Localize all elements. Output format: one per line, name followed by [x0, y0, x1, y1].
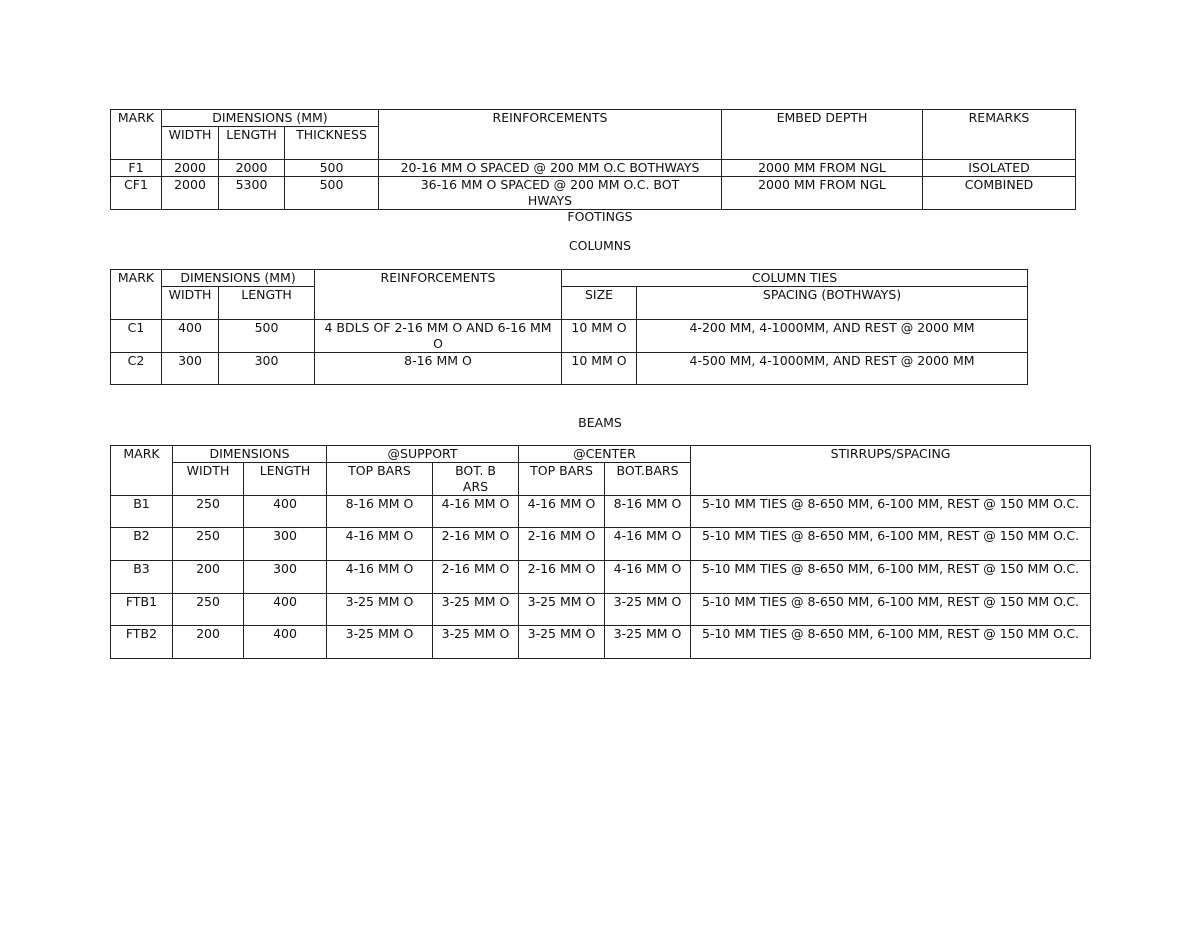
header-spacing: SPACING (BOTHWAYS)	[637, 287, 1028, 320]
header-embed-depth: EMBED DEPTH	[722, 110, 923, 160]
header-center-top-bars: TOP BARS	[519, 463, 605, 496]
cell-length: 300	[244, 561, 327, 594]
cell-mark: FTB2	[111, 626, 173, 659]
cell-width: 300	[162, 353, 219, 385]
header-width: WIDTH	[173, 463, 244, 496]
cell-length: 400	[244, 626, 327, 659]
header-length: LENGTH	[244, 463, 327, 496]
cell-width: 2000	[162, 160, 219, 177]
header-support-bot-bars: BOT. BARS	[433, 463, 519, 496]
table-row	[111, 320, 1028, 353]
cell-center-bot: 4-16 MM O	[605, 528, 691, 561]
header-mark: MARK	[111, 110, 162, 160]
cell-length: 5300	[219, 177, 285, 210]
table-row	[111, 561, 1091, 594]
cell-center-top: 2-16 MM O	[519, 528, 605, 561]
cell-mark: F1	[111, 160, 162, 177]
table-row	[111, 594, 1091, 626]
footings-table	[110, 109, 1076, 210]
cell-support-bot: 4-16 MM O	[433, 496, 519, 528]
cell-stirrups: 5-10 MM TIES @ 8-650 MM, 6-100 MM, REST @ 150 MM O.C.	[691, 528, 1091, 561]
table-row	[111, 353, 1028, 385]
header-mark: MARK	[111, 270, 162, 320]
header-length: LENGTH	[219, 287, 315, 320]
cell-length: 300	[244, 528, 327, 561]
table-row	[111, 160, 1076, 177]
header-width: WIDTH	[162, 127, 219, 160]
cell-width: 200	[173, 626, 244, 659]
cell-stirrups: 5-10 MM TIES @ 8-650 MM, 6-100 MM, REST @ 150 MM O.C.	[691, 496, 1091, 528]
beams-caption: BEAMS	[578, 415, 622, 430]
cell-stirrups: 5-10 MM TIES @ 8-650 MM, 6-100 MM, REST @ 150 MM O.C.	[691, 594, 1091, 626]
table-row	[111, 177, 1076, 210]
cell-width: 250	[173, 528, 244, 561]
cell-support-top: 4-16 MM O	[327, 528, 433, 561]
cell-mark: C2	[111, 353, 162, 385]
cell-center-bot: 8-16 MM O	[605, 496, 691, 528]
columns-caption: COLUMNS	[568, 238, 632, 253]
header-dimensions: DIMENSIONS	[173, 446, 327, 463]
cell-support-bot: 3-25 MM O	[433, 594, 519, 626]
beams-table	[110, 445, 1091, 659]
cell-size: 10 MM O	[562, 353, 637, 385]
cell-length: 2000	[219, 160, 285, 177]
header-length: LENGTH	[219, 127, 285, 160]
cell-mark: B1	[111, 496, 173, 528]
cell-size: 10 MM O	[562, 320, 637, 353]
header-remarks: REMARKS	[923, 110, 1076, 160]
table-row	[111, 496, 1091, 528]
cell-remarks: COMBINED	[923, 177, 1076, 210]
cell-spacing: 4-500 MM, 4-1000MM, AND REST @ 2000 MM	[637, 353, 1028, 385]
cell-embed-depth: 2000 MM FROM NGL	[722, 160, 923, 177]
cell-center-top: 3-25 MM O	[519, 626, 605, 659]
cell-length: 500	[219, 320, 315, 353]
footings-caption: FOOTINGS	[567, 209, 633, 224]
header-support-top-bars: TOP BARS	[327, 463, 433, 496]
cell-support-bot: 2-16 MM O	[433, 561, 519, 594]
cell-support-top: 4-16 MM O	[327, 561, 433, 594]
cell-width: 2000	[162, 177, 219, 210]
header-support: @SUPPORT	[327, 446, 519, 463]
cell-spacing: 4-200 MM, 4-1000MM, AND REST @ 2000 MM	[637, 320, 1028, 353]
header-center-bot-bars: BOT.BARS	[605, 463, 691, 496]
cell-support-top: 3-25 MM O	[327, 626, 433, 659]
cell-thickness: 500	[285, 177, 379, 210]
header-column-ties: COLUMN TIES	[562, 270, 1028, 287]
cell-thickness: 500	[285, 160, 379, 177]
cell-width: 200	[173, 561, 244, 594]
header-stirrups: STIRRUPS/SPACING	[691, 446, 1091, 496]
cell-support-bot: 3-25 MM O	[433, 626, 519, 659]
cell-width: 400	[162, 320, 219, 353]
header-dimensions: DIMENSIONS (MM)	[162, 270, 315, 287]
cell-reinforcements: 8-16 MM O	[315, 353, 562, 385]
header-reinforcements: REINFORCEMENTS	[315, 270, 562, 320]
cell-center-bot: 3-25 MM O	[605, 626, 691, 659]
cell-center-top: 3-25 MM O	[519, 594, 605, 626]
cell-stirrups: 5-10 MM TIES @ 8-650 MM, 6-100 MM, REST @ 150 MM O.C.	[691, 626, 1091, 659]
cell-center-bot: 3-25 MM O	[605, 594, 691, 626]
cell-remarks: ISOLATED	[923, 160, 1076, 177]
cell-mark: CF1	[111, 177, 162, 210]
cell-mark: B3	[111, 561, 173, 594]
cell-support-top: 8-16 MM O	[327, 496, 433, 528]
cell-reinforcements: 36-16 MM O SPACED @ 200 MM O.C. BOTHWAYS	[379, 177, 722, 210]
cell-width: 250	[173, 594, 244, 626]
cell-stirrups: 5-10 MM TIES @ 8-650 MM, 6-100 MM, REST @ 150 MM O.C.	[691, 561, 1091, 594]
header-reinforcements: REINFORCEMENTS	[379, 110, 722, 160]
cell-support-bot: 2-16 MM O	[433, 528, 519, 561]
cell-mark: B2	[111, 528, 173, 561]
cell-center-top: 4-16 MM O	[519, 496, 605, 528]
header-dimensions: DIMENSIONS (MM)	[162, 110, 379, 127]
cell-mark: FTB1	[111, 594, 173, 626]
cell-mark: C1	[111, 320, 162, 353]
cell-center-top: 2-16 MM O	[519, 561, 605, 594]
header-center: @CENTER	[519, 446, 691, 463]
cell-support-top: 3-25 MM O	[327, 594, 433, 626]
cell-length: 400	[244, 496, 327, 528]
cell-width: 250	[173, 496, 244, 528]
header-mark: MARK	[111, 446, 173, 496]
columns-table	[110, 269, 1028, 385]
cell-center-bot: 4-16 MM O	[605, 561, 691, 594]
cell-reinforcements: 20-16 MM O SPACED @ 200 MM O.C BOTHWAYS	[379, 160, 722, 177]
table-row	[111, 528, 1091, 561]
header-width: WIDTH	[162, 287, 219, 320]
header-size: SIZE	[562, 287, 637, 320]
table-row	[111, 626, 1091, 659]
cell-reinforcements: 4 BDLS OF 2-16 MM O AND 6-16 MM O	[315, 320, 562, 353]
header-thickness: THICKNESS	[285, 127, 379, 160]
cell-embed-depth: 2000 MM FROM NGL	[722, 177, 923, 210]
cell-length: 400	[244, 594, 327, 626]
cell-length: 300	[219, 353, 315, 385]
